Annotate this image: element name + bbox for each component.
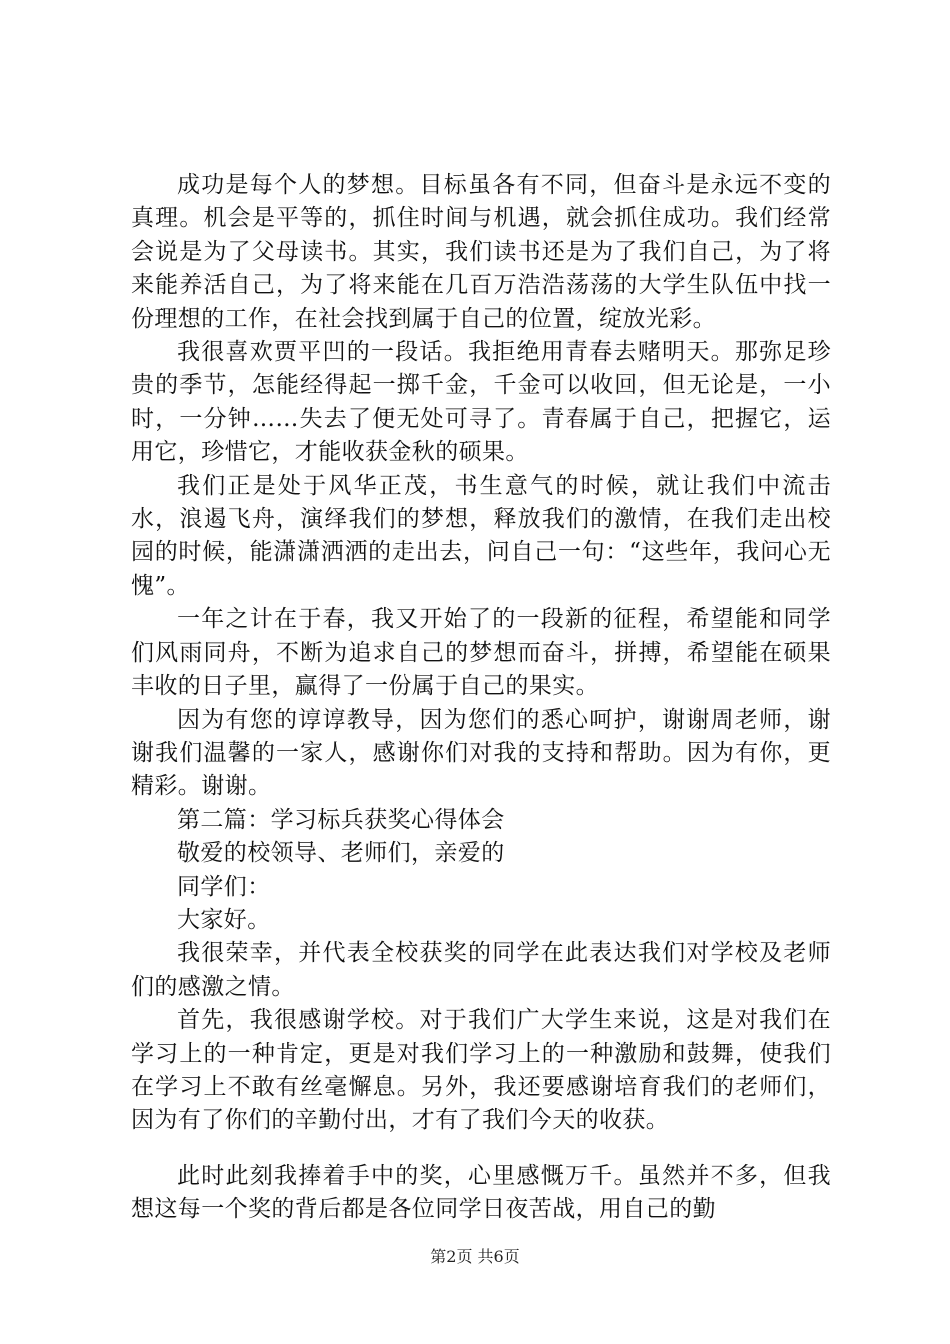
greeting-line: 大家好。 [177,906,271,933]
page-number-footer: 第2页 共6页 [430,1247,520,1266]
paragraph: 我很荣幸，并代表全校获奖的同学在此表达我们对学校及老师们的感激之情。 [131,940,831,1000]
salutation-line: 同学们： [177,873,271,900]
paragraph: 我很喜欢贾平凹的一段话。我拒绝用青春去赌明天。那弥足珍贵的季节，怎能经得起一掷千金，千金可以收回，但无论是，一小时，一分钟……失去了便无处可寻了。青春属于自己，把握它，运用它，珍惜它，才能收获金秋的硕果。 [131,339,831,466]
section-heading: 第二篇：学习标兵获奖心得体会 [177,806,505,833]
document-body [131,169,831,1227]
paragraph: 一年之计在于春，我又开始了的一段新的征程，希望能和同学们风雨同舟，不断为追求自己的梦想而奋斗，拼搏，希望能在硕果丰收的日子里，赢得了一份属于自己的果实。 [131,606,831,700]
paragraph: 因为有您的谆谆教导，因为您们的悉心呵护，谢谢周老师，谢谢我们温馨的一家人，感谢你们对我的支持和帮助。因为有你，更精彩。谢谢。 [131,706,831,800]
salutation-line: 敬爱的校领导、老师们，亲爱的 [177,840,505,867]
paragraph: 成功是每个人的梦想。目标虽各有不同，但奋斗是永远不变的真理。机会是平等的，抓住时间与机遇，就会抓住成功。我们经常会说是为了父母读书。其实，我们读书还是为了我们自己，为了将来能养活自己，为了将来能在几百万浩浩荡荡的大学生队伍中找一份理想的工作，在社会找到属于自己的位置，绽放光彩。 [131,172,831,332]
paragraph: 首先，我很感谢学校。对于我们广大学生来说，这是对我们在学习上的一种肯定，更是对我们学习上的一种激励和鼓舞，使我们在学习上不敢有丝毫懈息。另外，我还要感谢培育我们的老师们，因为有了你们的辛勤付出，才有了我们今天的收获。 [131,1007,831,1134]
paragraph: 此时此刻我捧着手中的奖，心里感慨万千。虽然并不多，但我想这每一个奖的背后都是各位同学日夜苦战，用自己的勤 [131,1162,831,1223]
paragraph: 我们正是处于风华正茂，书生意气的时候，就让我们中流击水，浪遏飞舟，演绎我们的梦想，释放我们的激情，在我们走出校园的时候，能潇潇洒洒的走出去，问自己一句：“这些年，我问心无愧”。 [131,472,831,599]
